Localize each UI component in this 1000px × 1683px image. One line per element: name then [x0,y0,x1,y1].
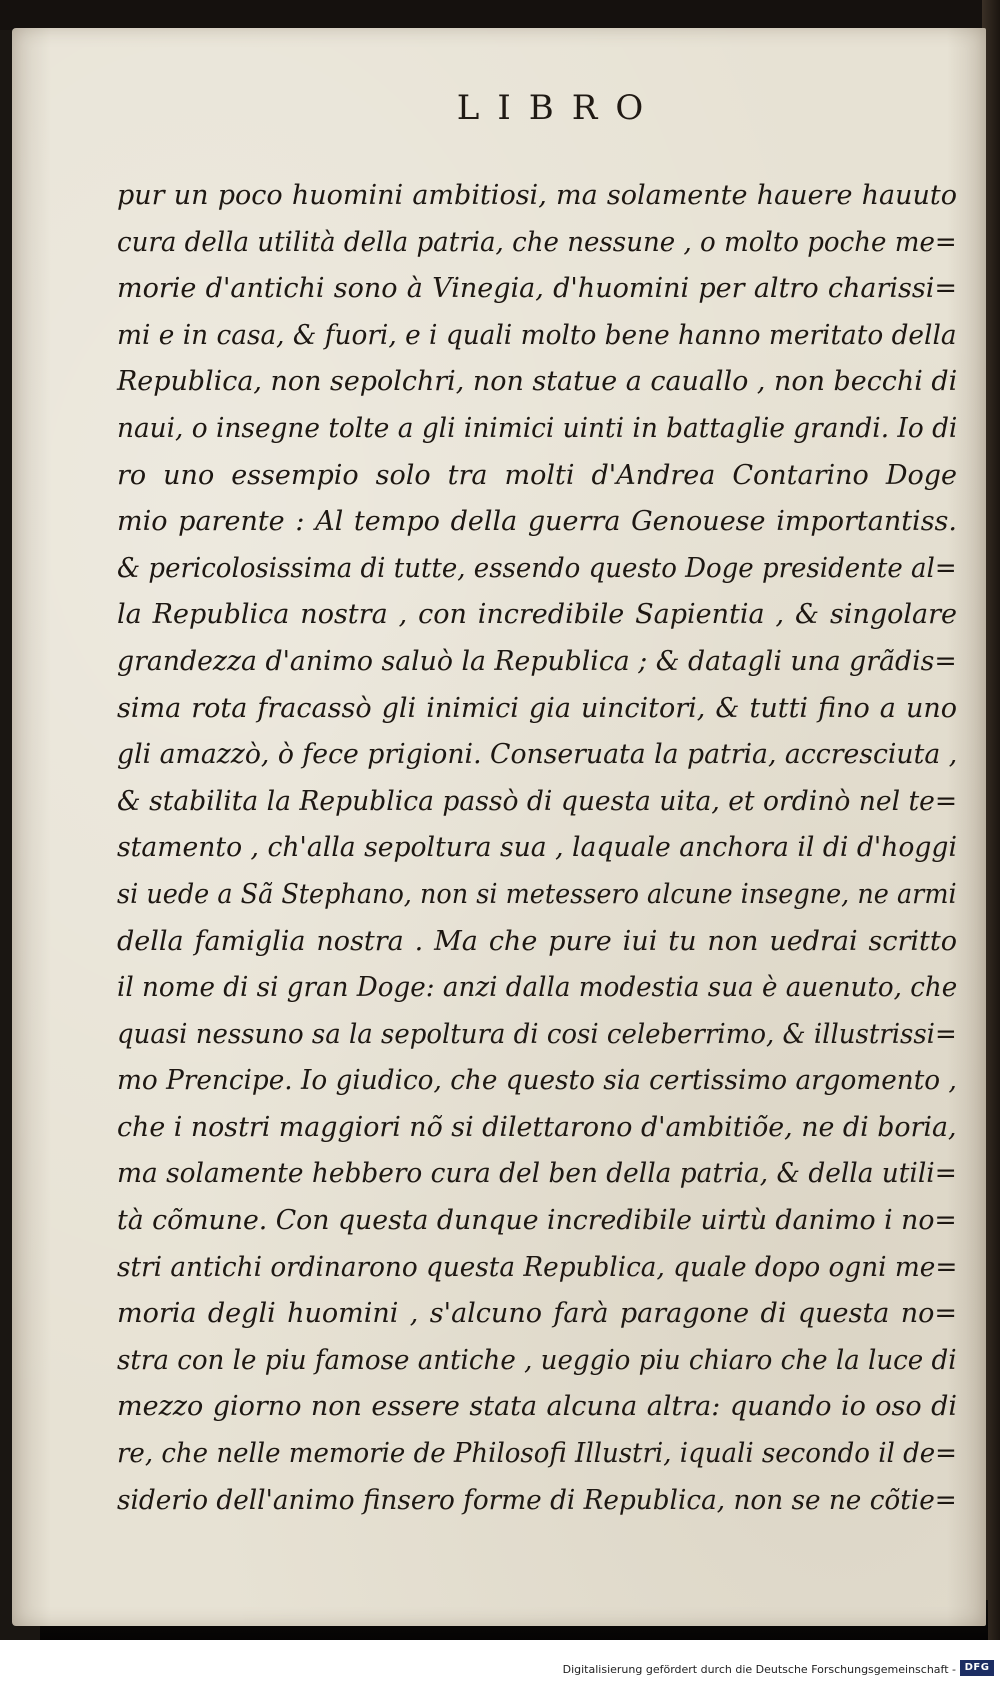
text-line: naui, o insegne tolte a gli inimici uinti in battaglie grandi. Io di [117,412,958,444]
text-line: moria degli huomini , s'alcuno farà paragone di questa no= [117,1298,957,1330]
text-line: gli amazzò, ò fece prigioni. Conseruata la patria, accresciuta , [117,739,958,771]
text-line: mezzo giorno non essere stata alcuna altra: quando io oso di [117,1391,957,1423]
text-line: grandezza d'animo saluò la Republica ; & datagli una grãdis= [117,645,957,677]
text-line: stri antichi ordinarono questa Republica, quale dopo ogni me= [117,1251,958,1283]
text-line: che i nostri maggiori nõ si dilettarono d'ambitiõe, ne di boria, [117,1111,957,1143]
text-line: sima rota fracassò gli inimici gia uincitori, & tutti fino a uno [117,692,957,724]
digitization-credit: Digitalisierung gefördert durch die Deutsche Forschungsgemeinschaft - [562,1663,956,1676]
text-line: pur un poco huomini ambitiosi, ma solamente hauere hauuto [117,180,957,211]
dfg-logo: DFG [960,1660,994,1676]
text-line: la Republica nostra , con incredibile Sapientia , & singolare [117,599,957,631]
text-line: si uede a Sã Stephano, non si metessero alcune insegne, ne armi [117,878,957,910]
running-head: LIBRO [456,88,662,128]
text-line: siderio dell'animo finsero forme di Republica, non se ne cõtie= [117,1484,957,1516]
text-line: & pericolosissima di tutte, essendo questo Doge presidente al= [117,552,957,584]
text-line: mi e in casa, & fuori, e i quali molto bene hanno meritato della [117,319,957,351]
text-line: mo Prencipe. Io giudico, che questo sia certissimo argomento , [117,1065,957,1097]
text-line: re, che nelle memorie de Philosofi Illustri, iquali secondo il de= [117,1438,957,1470]
text-line: tà cõmune. Con questa dunque incredibile uirtù danimo i no= [117,1205,957,1237]
text-line: il nome di si gran Doge: anzi dalla modestia sua è auenuto, che [117,972,958,1004]
text-line: Republica, non sepolchri, non statue a cauallo , non becchi di [117,366,958,398]
text-line: cura della utilità della patria, che nessune , o molto poche me= [117,226,957,258]
text-line: della famiglia nostra . Ma che pure iui tu non uedrai scritto [117,925,957,957]
text-line: stamento , ch'alla sepoltura sua , laquale anchora il di d'hoggi [117,832,957,864]
scan-top-border [0,0,1000,30]
text-line: ro uno essempio solo tra molti d'Andrea Contarino Doge [117,459,957,491]
text-line: ma solamente hebbero cura del ben della patria, & della utili= [117,1158,957,1190]
book-page [12,28,986,1626]
text-line: morie d'antichi sono à Vinegia, d'huomini per altro charissi= [117,273,957,305]
text-line: & stabilita la Republica passò di questa uita, et ordinò nel te= [117,785,958,817]
footer-bar [0,1640,1000,1683]
text-line: quasi nessuno sa la sepoltura di cosi celeberrimo, & illustrissi= [117,1018,957,1050]
body-text [117,173,957,1524]
text-line: mio parente : Al tempo della guerra Genouese importantiss. [117,506,957,538]
text-line: stra con le piu famose antiche , ueggio piu chiaro che la luce di [117,1344,957,1376]
